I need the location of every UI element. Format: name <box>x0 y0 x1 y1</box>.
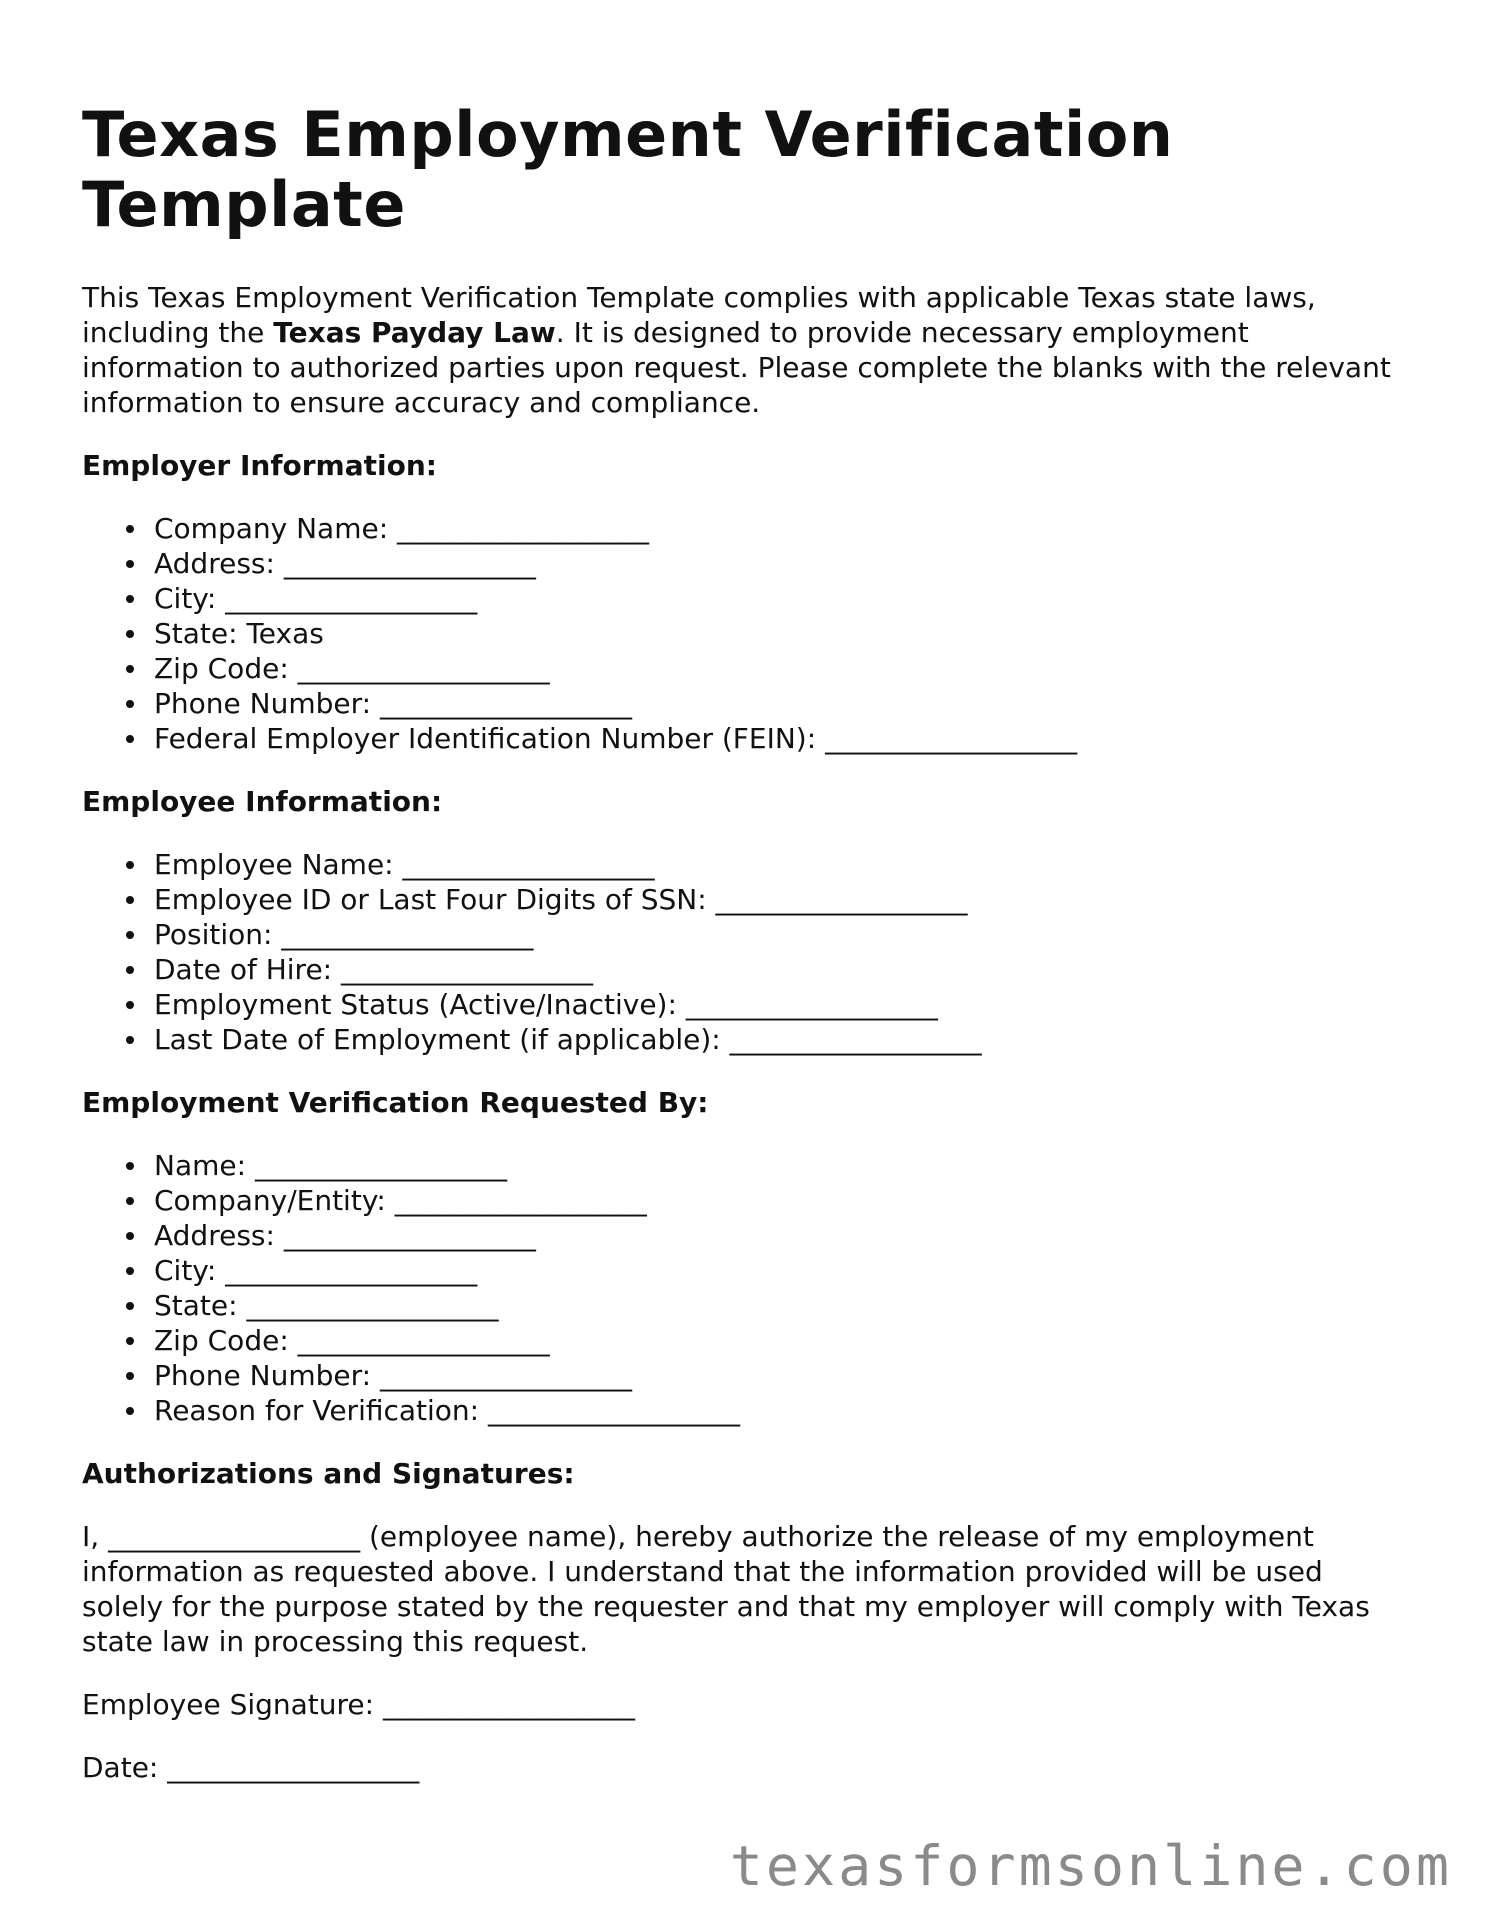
employer-field-list <box>82 511 1412 756</box>
fein-blank[interactable]: __________________ <box>825 722 1078 755</box>
requester-state-blank[interactable]: __________________ <box>246 1289 499 1322</box>
intro-text-start: This Texas Employment Verification Template complies with applicable Texas state laws, including the <box>82 281 1316 349</box>
field-label: Phone Number: <box>154 1359 380 1392</box>
list-item <box>154 1218 1412 1253</box>
field-label: Last Date of Employment (if applicable): <box>154 1023 730 1056</box>
field-label: Zip Code: <box>154 652 298 685</box>
intro-paragraph <box>82 280 1412 420</box>
list-item <box>154 1358 1412 1393</box>
employer-phone-blank[interactable]: __________________ <box>379 687 632 720</box>
field-label: Name: <box>154 1149 255 1182</box>
last-date-of-employment-blank[interactable]: __________________ <box>729 1023 982 1056</box>
employee-section-heading: Employee Information: <box>82 785 443 818</box>
list-item <box>154 686 1412 721</box>
authorization-statement <box>82 1519 1412 1659</box>
date-of-hire-blank[interactable]: __________________ <box>341 953 594 986</box>
employee-signature-line <box>82 1687 1412 1722</box>
employer-city-blank[interactable]: __________________ <box>225 582 478 615</box>
list-item <box>154 1253 1412 1288</box>
field-label: Position: <box>154 918 282 951</box>
field-label: Employment Status (Active/Inactive): <box>154 988 686 1021</box>
field-label: Employee Name: <box>154 848 403 881</box>
employment-status-blank[interactable]: __________________ <box>685 988 938 1021</box>
intro-text-end: . It is designed to provide necessary employment information to authorized parties upon request. Please complete the blanks with the relevant information to ensure accuracy and compliance. <box>82 316 1391 419</box>
field-label: Address: <box>154 1219 284 1252</box>
list-item <box>154 1183 1412 1218</box>
field-label: State: <box>154 1289 247 1322</box>
list-item <box>154 651 1412 686</box>
requester-address-blank[interactable]: __________________ <box>283 1219 536 1252</box>
field-label: Date of Hire: <box>154 953 342 986</box>
field-label: Phone Number: <box>154 687 380 720</box>
list-item <box>154 952 1412 987</box>
authorization-section-heading: Authorizations and Signatures: <box>82 1457 575 1490</box>
list-item <box>154 511 1412 546</box>
requester-zip-blank[interactable]: __________________ <box>297 1324 550 1357</box>
signature-date-blank[interactable]: __________________ <box>167 1751 420 1784</box>
employee-id-blank[interactable]: __________________ <box>715 883 968 916</box>
field-label: State: <box>154 617 247 650</box>
employer-state-value: Texas <box>246 617 324 650</box>
requester-city-blank[interactable]: __________________ <box>225 1254 478 1287</box>
authorization-prefix: I, <box>82 1520 109 1553</box>
list-item <box>154 882 1412 917</box>
position-blank[interactable]: __________________ <box>281 918 534 951</box>
date-label: Date: <box>82 1751 168 1784</box>
employee-name-blank[interactable]: __________________ <box>402 848 655 881</box>
list-item <box>154 1022 1412 1057</box>
employee-signature-blank[interactable]: __________________ <box>383 1688 635 1721</box>
field-label: Company Name: <box>154 512 398 545</box>
authorization-text: (employee name), hereby authorize the release of my employment information as requested above. I understand that the information provided will be used solely for the purpose stated by the requester and that my employer will comply with Texas state law in processing this request. <box>82 1520 1370 1658</box>
employee-field-list <box>82 847 1412 1057</box>
list-item <box>154 1323 1412 1358</box>
list-item <box>154 616 1412 651</box>
requester-name-blank[interactable]: __________________ <box>254 1149 507 1182</box>
field-label: Federal Employer Identification Number (FEIN): <box>154 722 826 755</box>
field-label: City: <box>154 1254 226 1287</box>
requester-section-heading: Employment Verification Requested By: <box>82 1086 709 1119</box>
list-item <box>154 987 1412 1022</box>
document-page <box>82 100 1412 1785</box>
list-item <box>154 581 1412 616</box>
signature-label: Employee Signature: <box>82 1688 383 1721</box>
list-item <box>154 546 1412 581</box>
requester-phone-blank[interactable]: __________________ <box>379 1359 632 1392</box>
list-item <box>154 721 1412 756</box>
list-item <box>154 917 1412 952</box>
company-name-blank[interactable]: __________________ <box>397 512 650 545</box>
site-watermark: texasformsonline.com <box>729 1834 1452 1898</box>
employer-zip-blank[interactable]: __________________ <box>297 652 550 685</box>
employer-address-blank[interactable]: __________________ <box>283 547 536 580</box>
field-label: Employee ID or Last Four Digits of SSN: <box>154 883 716 916</box>
date-line <box>82 1750 1412 1785</box>
list-item <box>154 1148 1412 1183</box>
requester-company-blank[interactable]: __________________ <box>394 1184 647 1217</box>
reason-for-verification-blank[interactable]: __________________ <box>488 1394 741 1427</box>
requester-field-list <box>82 1148 1412 1428</box>
field-label: Address: <box>154 547 284 580</box>
intro-law-name: Texas Payday Law <box>273 316 556 349</box>
list-item <box>154 1288 1412 1323</box>
document-title: Texas Employment Verification Template <box>82 98 1174 241</box>
authorization-name-blank[interactable]: __________________ <box>108 1520 361 1553</box>
list-item <box>154 1393 1412 1428</box>
field-label: City: <box>154 582 226 615</box>
field-label: Zip Code: <box>154 1324 298 1357</box>
field-label: Company/Entity: <box>154 1184 395 1217</box>
employer-section-heading: Employer Information: <box>82 449 437 482</box>
field-label: Reason for Verification: <box>154 1394 489 1427</box>
list-item <box>154 847 1412 882</box>
